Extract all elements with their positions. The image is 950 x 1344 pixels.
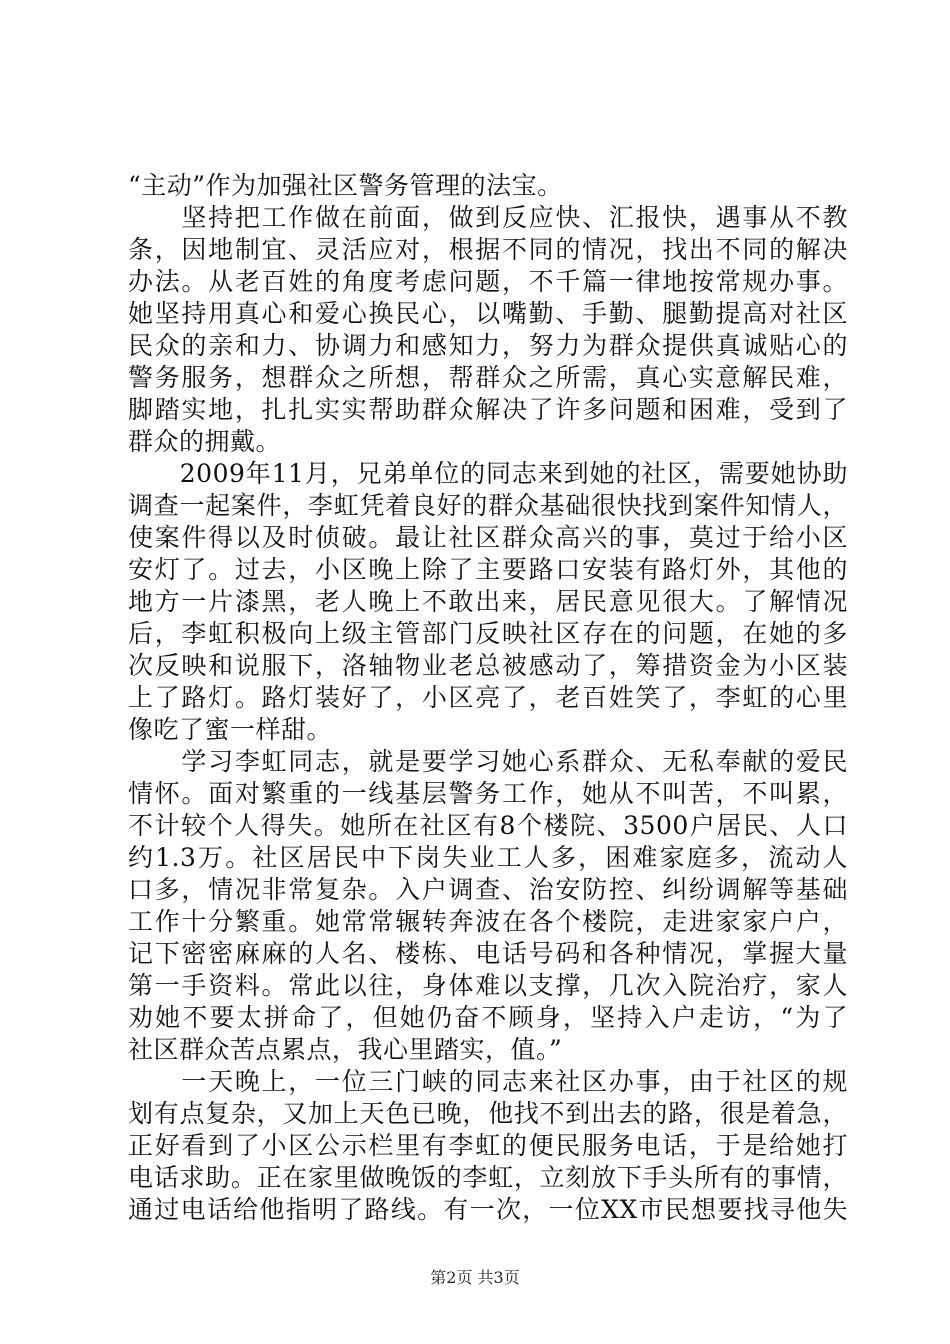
text-line: 口多，情况非常复杂。入户调查、治安防控、纠纷调解等基础: [128, 875, 848, 904]
text-line: 办法。从老百姓的角度考虑问题，不千篇一律地按常规办事。: [128, 267, 848, 296]
text-line: 像吃了蜜一样甜。: [128, 715, 333, 744]
text-line: 不计较个人得失。她所在社区有8个楼院、3500户居民、人口: [128, 811, 848, 840]
text-line: 情怀。面对繁重的一线基层警务工作，她从不叫苦，不叫累，: [128, 779, 848, 808]
text-line: 警务服务，想群众之所想，帮群众之所需，真心实意解民难，: [128, 363, 848, 392]
text-line: 一天晚上，一位三门峡的同志来社区办事，由于社区的规: [128, 1067, 848, 1096]
body-text: [128, 170, 848, 1226]
text-line: 正好看到了小区公示栏里有李虹的便民服务电话，于是给她打: [128, 1131, 848, 1160]
text-line: 约1.3万。社区居民中下岗失业工人多，困难家庭多，流动人: [128, 843, 848, 872]
text-line: 第一手资料。常此以往，身体难以支撑，几次入院治疗，家人: [128, 971, 848, 1000]
text-line: 坚持把工作做在前面，做到反应快、汇报快，遇事从不教: [128, 203, 848, 232]
text-line: 条，因地制宜、灵活应对，根据不同的情况，找出不同的解决: [128, 235, 848, 264]
text-line: 民众的亲和力、协调力和感知力，努力为群众提供真诚贴心的: [128, 331, 848, 360]
text-line: 使案件得以及时侦破。最让社区群众高兴的事，莫过于给小区: [128, 523, 848, 552]
text-line: 2009年11月，兄弟单位的同志来到她的社区，需要她协助: [128, 459, 848, 488]
text-line: 次反映和说服下，洛轴物业老总被感动了，筹措资金为小区装: [128, 651, 848, 680]
text-line: 群众的拥戴。: [128, 427, 282, 456]
page-footer: 第2页 共3页: [430, 1268, 520, 1287]
text-line: 安灯了。过去，小区晚上除了主要路口安装有路灯外，其他的: [128, 555, 848, 584]
text-line: 社区群众苦点累点，我心里踏实，值。”: [128, 1035, 563, 1064]
text-line: 她坚持用真心和爱心换民心，以嘴勤、手勤、腿勤提高对社区: [128, 299, 848, 328]
text-line: “主动”作为加强社区警务管理的法宝。: [128, 171, 563, 200]
text-line: 劝她不要太拼命了，但她仍奋不顾身，坚持入户走访，“为了: [128, 1003, 848, 1032]
text-line: 后，李虹积极向上级主管部门反映社区存在的问题，在她的多: [128, 619, 848, 648]
text-line: 工作十分繁重。她常常辗转奔波在各个楼院，走进家家户户，: [128, 907, 848, 936]
text-line: 电话求助。正在家里做晚饭的李虹，立刻放下手头所有的事情，: [128, 1163, 848, 1192]
text-line: 脚踏实地，扎扎实实帮助群众解决了许多问题和困难，受到了: [128, 395, 848, 424]
text-line: 上了路灯。路灯装好了，小区亮了，老百姓笑了，李虹的心里: [128, 683, 848, 712]
text-line: 学习李虹同志，就是要学习她心系群众、无私奉献的爱民: [128, 747, 848, 776]
text-line: 调查一起案件，李虹凭着良好的群众基础很快找到案件知情人，: [128, 491, 848, 520]
text-line: 地方一片漆黑，老人晚上不敢出来，居民意见很大。了解情况: [128, 587, 848, 616]
text-line: 划有点复杂，又加上天色已晚，他找不到出去的路，很是着急，: [128, 1099, 848, 1128]
text-line: 记下密密麻麻的人名、楼栋、电话号码和各种情况，掌握大量: [128, 939, 848, 968]
text-line: 通过电话给他指明了路线。有一次，一位XX市民想要找寻他失: [128, 1195, 848, 1224]
